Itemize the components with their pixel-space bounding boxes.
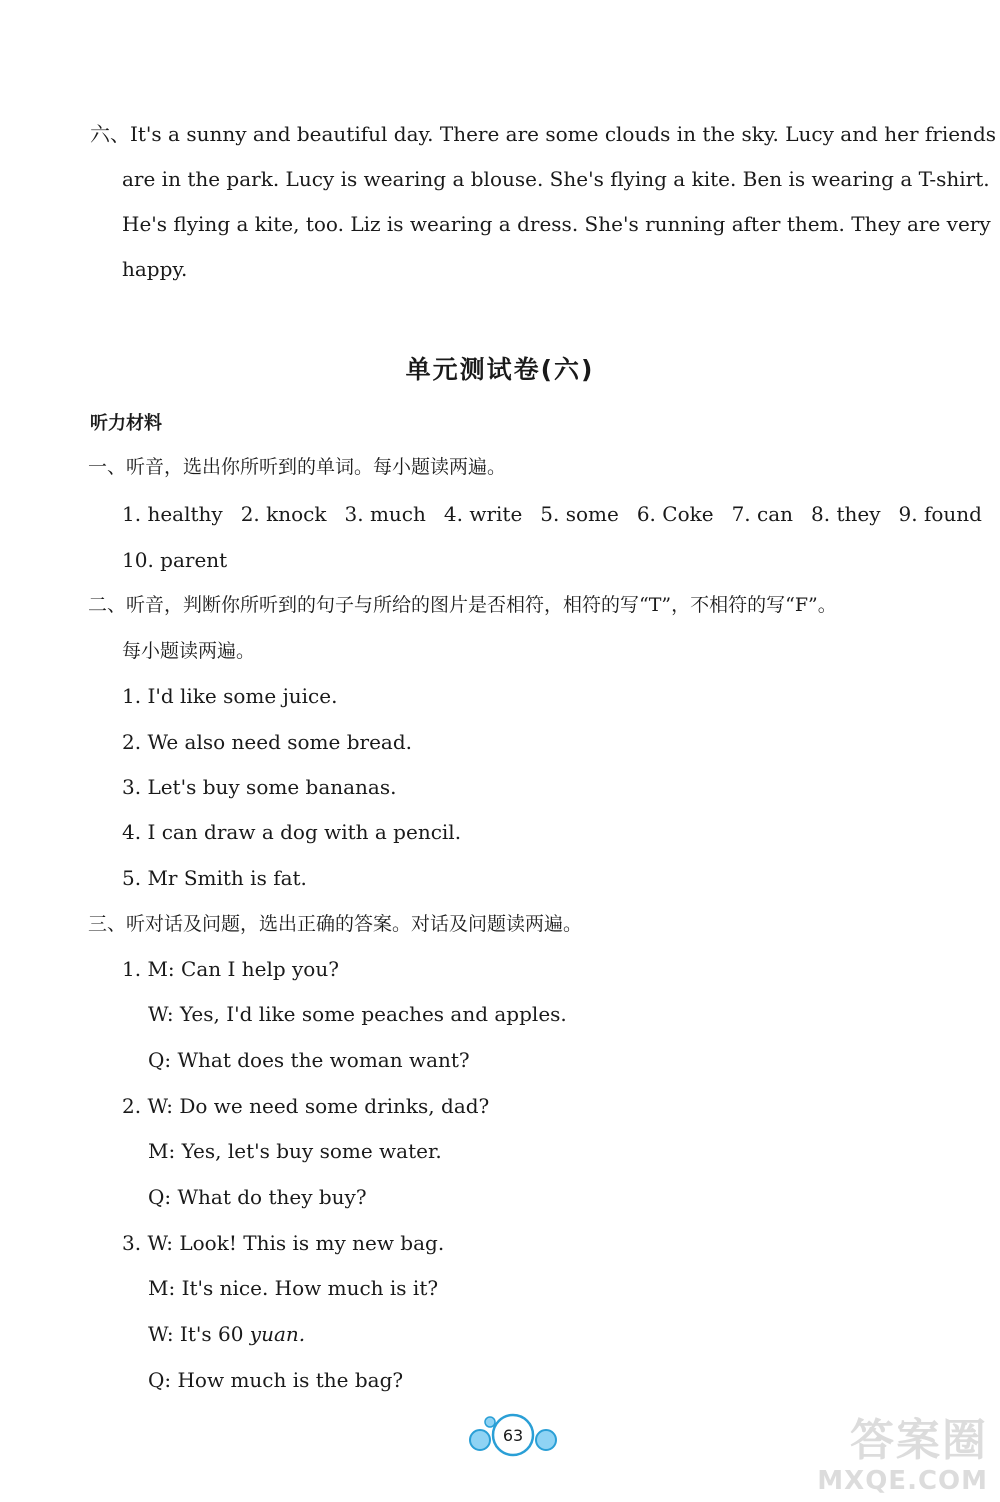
badge-bubble-small (485, 1417, 495, 1427)
dialogue-2-question: Q: What do they buy? (148, 1185, 367, 1209)
word-item: 7. can (731, 502, 794, 526)
part3-instruction: 三、听对话及问题，选出正确的答案。对话及问题读两遍。 (88, 913, 583, 935)
dialogue-3-line-3-text: W: It's 60 (148, 1322, 250, 1346)
dialogue-3-question: Q: How much is the bag? (148, 1368, 404, 1392)
part2-item: 2. We also need some bread. (122, 730, 412, 754)
section6-line-2: are in the park. Lucy is wearing a blouse. She's flying a kite. Ben is wearing a T-shirt. (122, 167, 990, 191)
page-title: 单元测试卷(六) (405, 355, 595, 384)
page-number: 63 (502, 1426, 524, 1445)
word-item: 8. they (811, 502, 881, 526)
word-item: 6. Coke (636, 502, 714, 526)
part2-instruction-line-2: 每小题读两遍。 (122, 640, 256, 662)
word-item: 5. some (540, 502, 619, 526)
watermark (817, 1404, 988, 1496)
watermark-logo-text: 答案圈 (850, 1415, 988, 1466)
part2-item: 5. Mr Smith is fat. (122, 866, 307, 890)
word-item: 2. knock (240, 502, 327, 526)
part2-instruction-line-1: 二、听音，判断你所听到的句子与所给的图片是否相符，相符的写“T”，不相符的写“F”。 (88, 594, 837, 616)
dialogue-3-line-3 (148, 1320, 305, 1348)
yuan-italic: yuan. (249, 1322, 306, 1346)
section6-line-1: 六、It's a sunny and beautiful day. There are some clouds in the sky. Lucy and her friends (90, 122, 997, 146)
section6-line-3: He's flying a kite, too. Liz is wearing a dress. She's running after them. They are very (122, 212, 991, 236)
dialogue-2-line-1: 2. W: Do we need some drinks, dad? (122, 1094, 490, 1118)
part2-item: 1. I'd like some juice. (122, 684, 338, 708)
watermark-url: MXQE.COM (817, 1466, 988, 1496)
word-item: 1. healthy (122, 502, 223, 526)
section6-line-4: happy. (122, 257, 188, 281)
dialogue-3-line-2: M: It's nice. How much is it? (148, 1276, 439, 1300)
dialogue-1-question: Q: What does the woman want? (148, 1048, 470, 1072)
part1-instruction: 一、听音，选出你所听到的单词。每小题读两遍。 (88, 456, 507, 478)
dialogue-1-line-2: W: Yes, I'd like some peaches and apples. (148, 1002, 567, 1026)
word-item-10: 10. parent (122, 548, 228, 572)
word-item: 9. found (898, 502, 982, 526)
word-item: 3. much (344, 502, 426, 526)
part2-item: 4. I can draw a dog with a pencil. (122, 820, 462, 844)
badge-bubble-right (536, 1430, 556, 1450)
badge-bubble-left (470, 1430, 490, 1450)
dialogue-2-line-2: M: Yes, let's buy some water. (148, 1139, 442, 1163)
page-number-badge (468, 1410, 558, 1460)
part1-word-list (122, 500, 1000, 528)
part2-item: 3. Let's buy some bananas. (122, 775, 397, 799)
listening-material-heading: 听力材料 (90, 413, 162, 434)
dialogue-3-line-1: 3. W: Look! This is my new bag. (122, 1231, 445, 1255)
word-item: 4. write (443, 502, 523, 526)
dialogue-1-line-1: 1. M: Can I help you? (122, 957, 339, 981)
